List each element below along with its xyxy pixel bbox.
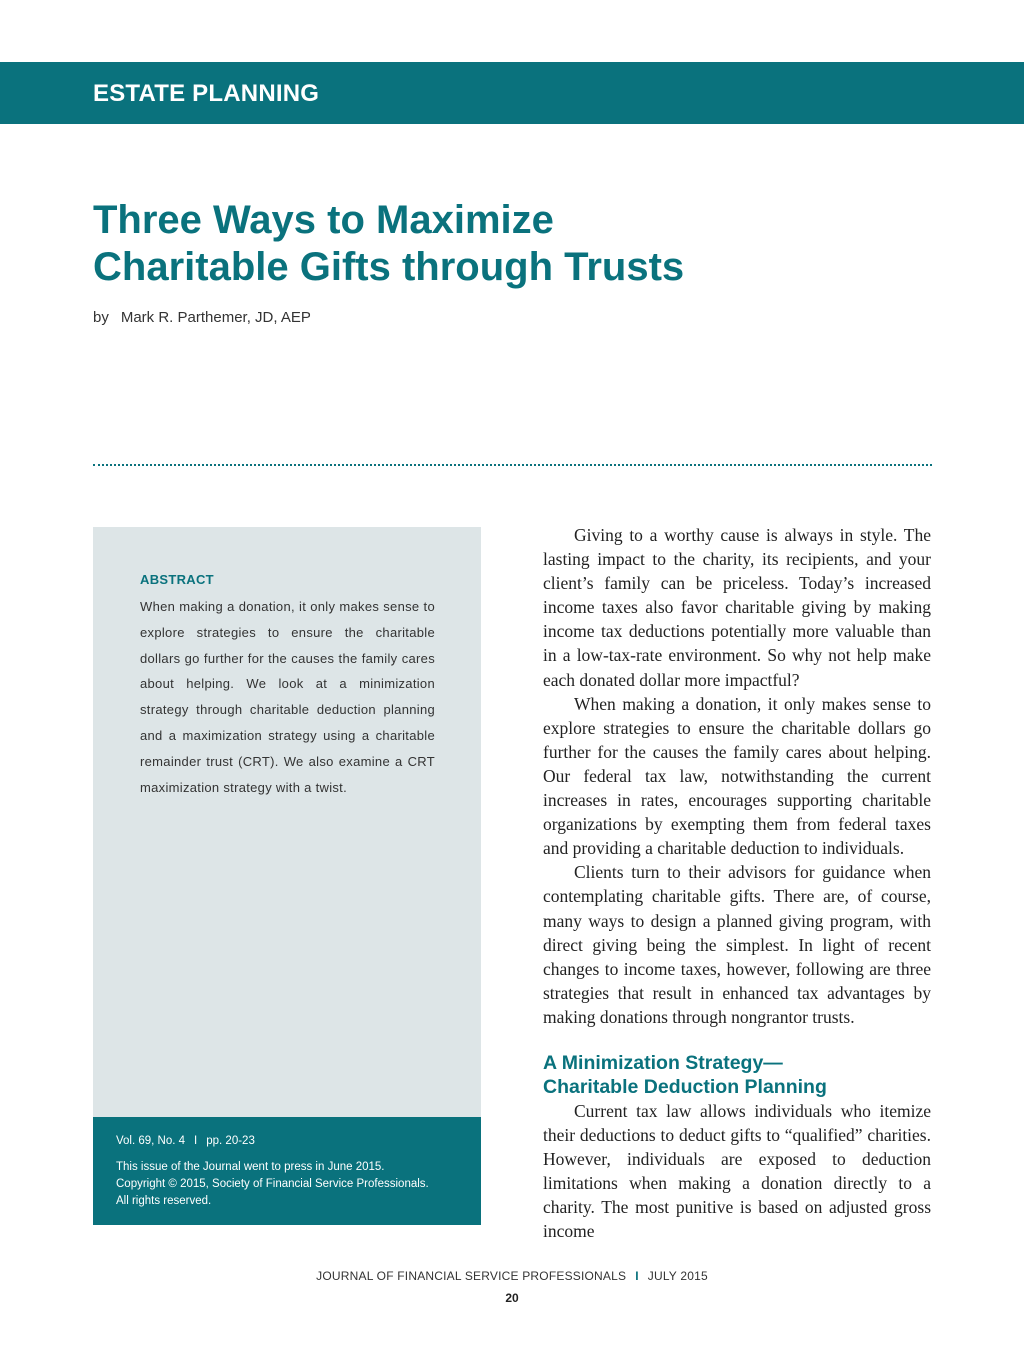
body-paragraph: Giving to a worthy cause is always in style. The lasting impact to the charity, its recipients, and your client’s family can be priceless. Today’s increased income taxes also favor charitable giving by making income tax deductions potentially more valuable than in a low-tax-rate environment. So why not help make each donated dollar more impactful? <box>543 525 931 690</box>
issue-volume-line <box>116 1133 255 1149</box>
body-paragraph: Clients turn to their advisors for guidance when contemplating charitable gifts. There are, of course, many ways to design a planned giving program, with direct giving being the simplest. In light of recent changes to income taxes, however, following are three strategies that result in enhanced tax advantages by making donations through nongrantor trusts. <box>543 862 931 1027</box>
press-line-1: This issue of the Journal went to press in June 2015. <box>116 1161 385 1173</box>
section-heading-line-1: A Minimization Strategy— <box>543 1051 783 1074</box>
section-heading-line-2: Charitable Deduction Planning <box>543 1075 827 1098</box>
issue-separator: I <box>194 1135 198 1147</box>
page-footer <box>0 1268 1024 1284</box>
section-paragraph: Current tax law allows individuals who itemize their deductions to deduct gifts to “qualified” charities. However, individuals are exposed to deduction limitations when making a donation directly to a charity. The most punitive is based on adjusted gross income <box>543 1100 931 1242</box>
page-number: 20 <box>505 1291 519 1305</box>
article-body <box>543 523 931 1244</box>
section-label: ESTATE PLANNING <box>93 80 320 107</box>
rights-line: All rights reserved. <box>116 1195 212 1207</box>
abstract-heading: ABSTRACT <box>140 572 214 587</box>
article-title-line-2: Charitable Gifts through Trusts <box>93 245 685 289</box>
byline <box>93 308 311 328</box>
press-note <box>116 1159 471 1210</box>
issue-volume: Vol. 69, No. 4 <box>116 1135 186 1147</box>
body-paragraph: When making a donation, it only makes sense to explore strategies to ensure the charitable dollars go further for the causes the family cares about helping. Our federal tax law, notwithstanding the current increases in rates, encourages supporting charitable organizations by exempting them from federal taxes and providing a charitable deduction to individuals. <box>543 693 931 859</box>
copyright-line: Copyright © 2015, Society of Financial Service Professionals. <box>116 1178 429 1190</box>
abstract-text: When making a donation, it only makes sense to explore strategies to ensure the charitable dollars go further for the causes the family cares about helping. We look at a minimization strategy through charitable deduction planning and a maximization strategy using a charitable remainder trust (CRT). We also examine a CRT maximization strategy with a twist. <box>140 599 435 795</box>
dotted-divider <box>93 464 932 466</box>
author-name: Mark R. Parthemer, JD, AEP <box>120 309 311 326</box>
issue-date: JULY 2015 <box>647 1269 708 1283</box>
footer-separator: I <box>635 1269 639 1283</box>
byline-by: by <box>93 309 109 326</box>
journal-name: JOURNAL OF FINANCIAL SERVICE PROFESSIONALS <box>316 1269 627 1283</box>
issue-pages: pp. 20-23 <box>206 1135 255 1147</box>
section-heading <box>543 1051 931 1099</box>
article-title-line-1: Three Ways to Maximize <box>93 198 554 242</box>
article-title <box>93 197 893 291</box>
